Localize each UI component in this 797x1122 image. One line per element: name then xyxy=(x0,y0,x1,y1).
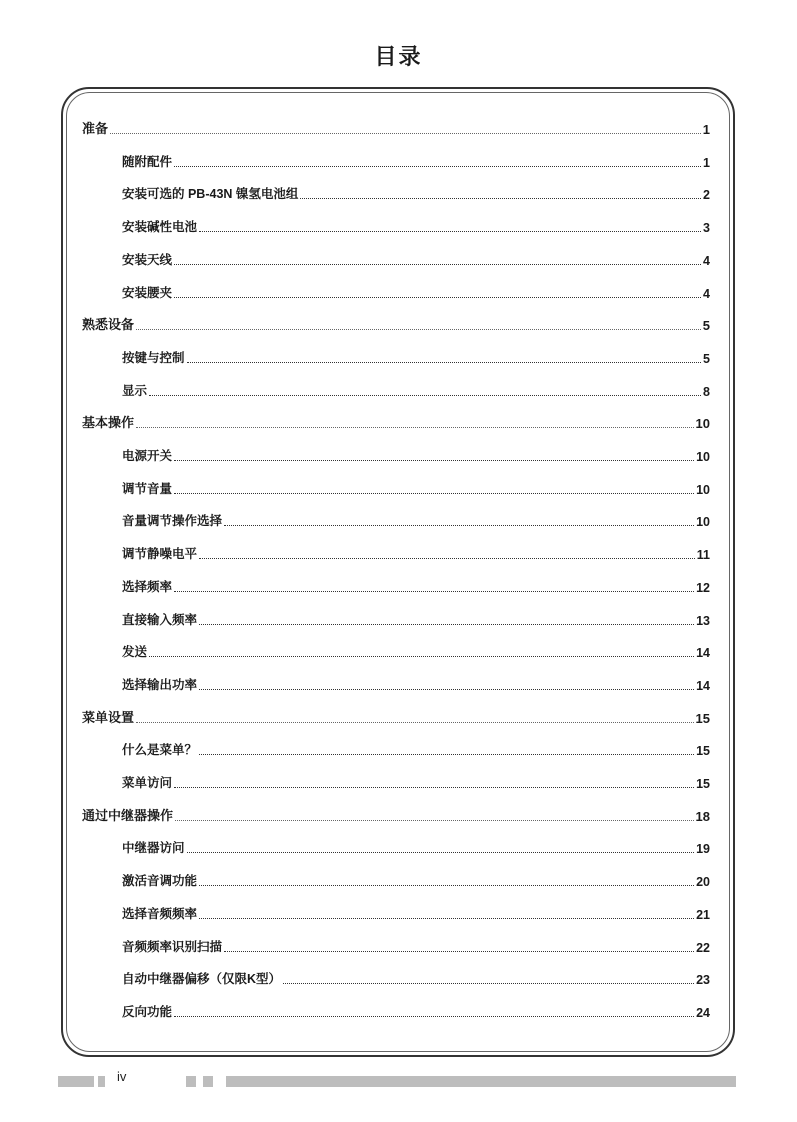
toc-dot-leader xyxy=(174,492,694,494)
toc-dot-leader xyxy=(174,263,701,265)
toc-entry-label: 直接输入频率 xyxy=(122,612,198,627)
toc-entry-label: 安装天线 xyxy=(122,252,173,267)
toc-entry-page: 19 xyxy=(696,842,710,857)
toc-entry-page: 15 xyxy=(695,710,710,726)
page-number: iv xyxy=(117,1069,127,1084)
toc-entry-page: 11 xyxy=(696,548,710,563)
toc-entry-page: 18 xyxy=(695,808,710,824)
toc-dot-leader xyxy=(224,950,694,952)
toc-entry-label: 安装碱性电池 xyxy=(122,220,198,235)
footer-bar-segment xyxy=(226,1076,736,1087)
toc-entry-label: 自动中继器偏移（仅限K型） xyxy=(122,972,282,987)
toc-chapter-entry[interactable] xyxy=(82,702,710,726)
toc-entry-label: 通过中继器操作 xyxy=(82,807,174,823)
toc-section-entry[interactable] xyxy=(82,277,710,301)
toc-section-entry[interactable] xyxy=(82,898,710,922)
toc-entry-label: 选择频率 xyxy=(122,579,173,594)
toc-dot-leader xyxy=(174,296,701,298)
toc-dot-leader xyxy=(149,655,694,657)
toc-dot-leader xyxy=(175,819,694,821)
toc-entry-page: 10 xyxy=(695,416,710,432)
toc-entry-page: 15 xyxy=(696,777,710,791)
toc-entry-label: 熟悉设备 xyxy=(82,317,135,333)
toc-entry-page: 22 xyxy=(696,940,710,955)
toc-dot-leader xyxy=(199,917,694,919)
toc-entry-label: 电源开关 xyxy=(122,449,173,463)
toc-entry-page: 14 xyxy=(696,646,710,661)
toc-section-entry[interactable] xyxy=(82,440,710,464)
toc-section-entry[interactable] xyxy=(82,178,710,202)
footer-bar-segment xyxy=(186,1076,196,1087)
toc-entry-label: 基本操作 xyxy=(82,415,135,431)
toc-dot-leader xyxy=(199,688,694,690)
toc-entry-label: 选择输出功率 xyxy=(122,677,198,692)
toc-dot-leader xyxy=(187,361,702,363)
toc-entry-page: 23 xyxy=(696,973,710,988)
toc-entry-label: 安装腰夹 xyxy=(122,285,173,300)
toc-section-entry[interactable] xyxy=(82,505,710,529)
toc-dot-leader xyxy=(174,1015,694,1017)
toc-entry-label: 音量调节操作选择 xyxy=(122,514,223,529)
toc-entry-page: 13 xyxy=(696,613,710,628)
footer-bar-segment xyxy=(98,1076,105,1087)
toc-entry-page: 10 xyxy=(696,515,710,530)
toc-section-entry[interactable] xyxy=(82,963,710,987)
toc-section-entry[interactable] xyxy=(82,473,710,497)
toc-section-entry[interactable] xyxy=(82,931,710,955)
toc-entry-page: 2 xyxy=(703,188,710,203)
toc-dot-leader xyxy=(136,721,694,723)
toc-entry-page: 3 xyxy=(703,221,710,236)
toc-section-entry[interactable] xyxy=(82,211,710,235)
toc-entry-label: 激活音调功能 xyxy=(122,874,198,889)
toc-entry-label: 菜单访问 xyxy=(122,776,173,790)
toc-section-entry[interactable] xyxy=(82,865,710,889)
toc-entry-label: 调节静噪电平 xyxy=(122,547,198,562)
toc-section-entry[interactable] xyxy=(82,669,710,693)
toc-section-entry[interactable] xyxy=(82,538,710,562)
toc-chapter-entry[interactable] xyxy=(82,309,710,333)
toc-entry-page: 1 xyxy=(702,122,710,137)
toc-dot-leader xyxy=(283,982,694,984)
toc-dot-leader xyxy=(174,590,694,592)
toc-dot-leader xyxy=(300,197,701,199)
toc-dot-leader xyxy=(174,786,694,788)
toc-dot-leader xyxy=(199,557,695,559)
toc-chapter-entry[interactable] xyxy=(82,800,710,824)
toc-entry-label: 按键与控制 xyxy=(122,350,185,365)
toc-entry-page: 24 xyxy=(696,1005,710,1020)
toc-entry-label: 发送 xyxy=(122,645,148,660)
toc-entry-page: 15 xyxy=(696,744,710,759)
toc-entry-label: 菜单设置 xyxy=(82,709,135,725)
toc-entry-label: 安装可选的 PB-43N 镍氢电池组 xyxy=(122,187,299,202)
footer-bar-segment xyxy=(203,1076,213,1087)
toc-section-entry[interactable] xyxy=(82,604,710,628)
toc-section-entry[interactable] xyxy=(82,146,710,170)
toc-entry-page: 8 xyxy=(703,384,710,399)
toc-dot-leader xyxy=(199,884,694,886)
footer-bar-segment xyxy=(58,1076,94,1087)
toc-entry-page: 10 xyxy=(696,450,710,464)
toc-entry-label: 什么是菜单？ xyxy=(122,743,198,758)
toc-chapter-entry[interactable] xyxy=(82,407,710,431)
toc-entry-label: 显示 xyxy=(122,383,148,398)
toc-dot-leader xyxy=(187,851,695,853)
toc-dot-leader xyxy=(174,459,694,461)
toc-entry-label: 随附配件 xyxy=(122,154,173,169)
toc-dot-leader xyxy=(199,623,694,625)
toc-dot-leader xyxy=(149,394,701,396)
toc-section-entry[interactable] xyxy=(82,767,710,791)
toc-entry-page: 5 xyxy=(703,351,710,366)
toc-dot-leader xyxy=(199,753,694,755)
toc-section-entry[interactable] xyxy=(82,832,710,856)
toc-chapter-entry[interactable] xyxy=(82,113,710,137)
toc-section-entry[interactable] xyxy=(82,342,710,366)
toc-entry-page: 12 xyxy=(696,580,710,595)
toc-dot-leader xyxy=(110,132,701,134)
toc-entry-page: 4 xyxy=(703,286,710,301)
toc-section-entry[interactable] xyxy=(82,636,710,660)
toc-dot-leader xyxy=(199,230,701,232)
toc-entry-page: 10 xyxy=(696,482,710,497)
toc-dot-leader xyxy=(136,328,701,330)
toc-entry-label: 反向功能 xyxy=(122,1004,173,1019)
toc-entry-label: 调节音量 xyxy=(122,481,173,496)
toc-entry-page: 21 xyxy=(696,907,710,922)
toc-entry-page: 20 xyxy=(696,875,710,890)
toc-entry-label: 准备 xyxy=(82,121,109,136)
toc-section-entry[interactable] xyxy=(82,244,710,268)
toc-entry-page: 1 xyxy=(703,155,710,170)
toc-dot-leader xyxy=(224,524,694,526)
toc-section-entry[interactable] xyxy=(82,996,710,1020)
toc-section-entry[interactable] xyxy=(82,734,710,758)
page-title: 目录 xyxy=(374,44,423,69)
toc-section-entry[interactable] xyxy=(82,571,710,595)
toc-entry-page: 5 xyxy=(702,318,710,334)
toc-entry-label: 中继器访问 xyxy=(122,841,185,856)
toc-dot-leader xyxy=(174,165,701,167)
toc-section-entry[interactable] xyxy=(82,375,710,399)
toc-entry-page: 4 xyxy=(703,253,710,268)
toc-dot-leader xyxy=(136,426,694,428)
toc-entry-label: 选择音频频率 xyxy=(122,906,198,921)
toc-entry-label: 音频频率识别扫描 xyxy=(122,939,223,954)
toc-entry-page: 14 xyxy=(696,678,710,693)
